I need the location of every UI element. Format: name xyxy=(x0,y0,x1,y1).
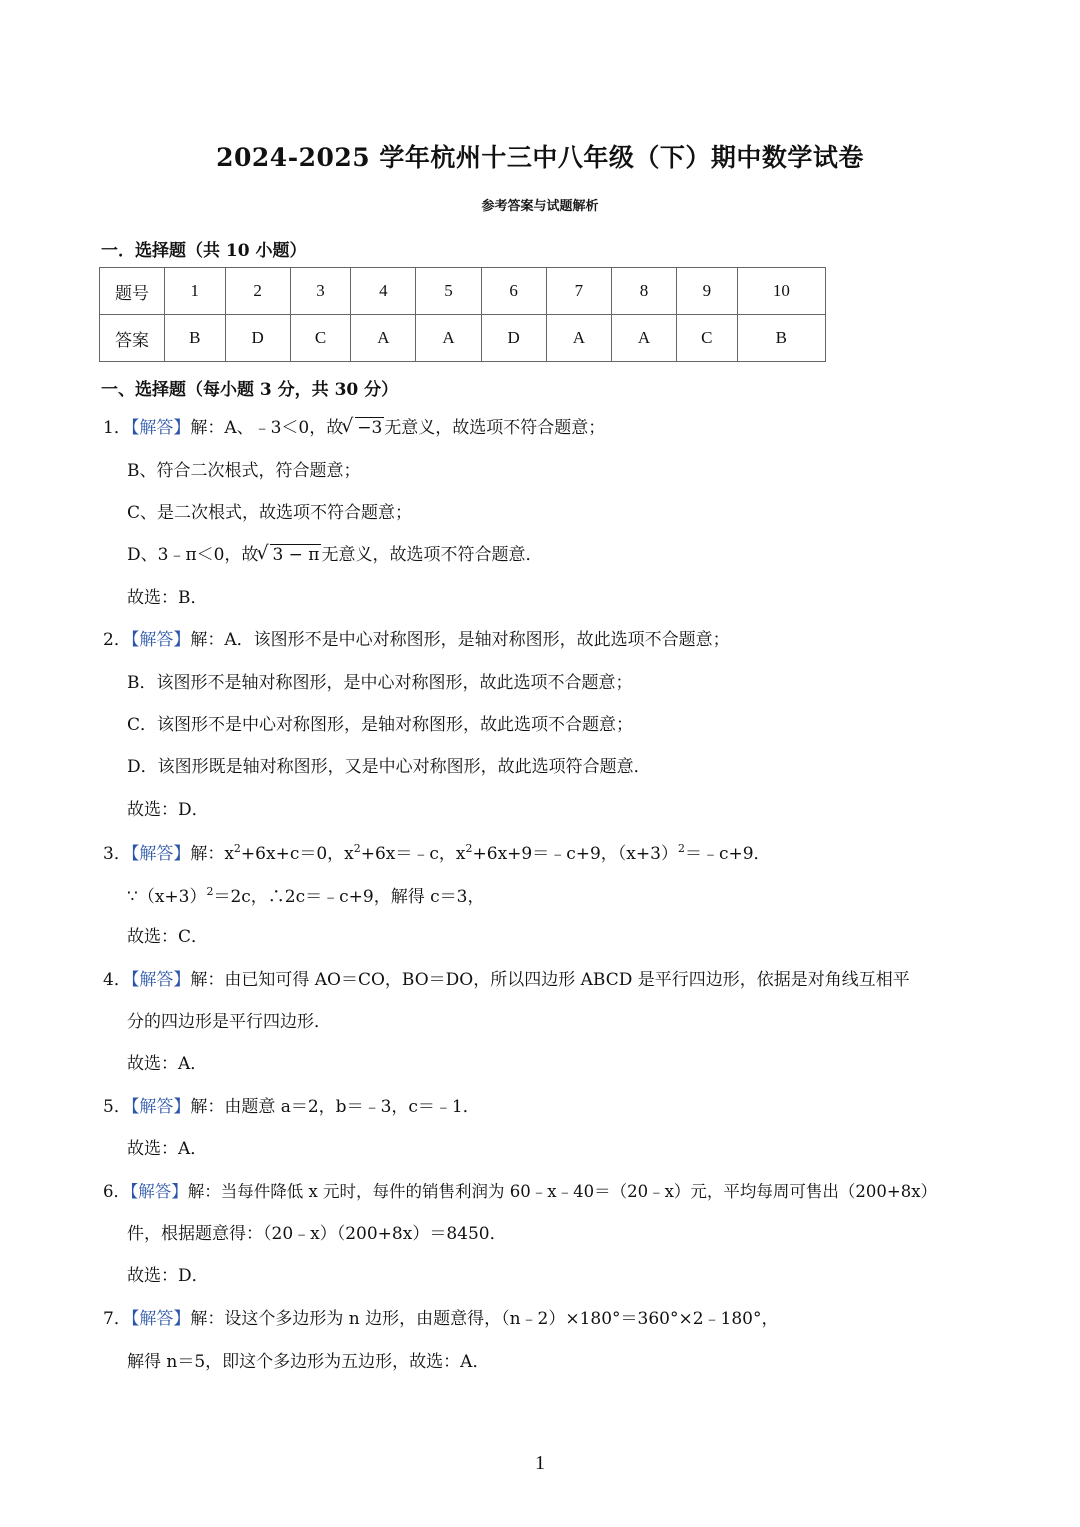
q1-line-c: C、是二次根式，故选项不符合题意； xyxy=(127,503,413,523)
page-number: 1 xyxy=(535,1452,545,1474)
q3-number: 3． xyxy=(103,844,131,864)
q4-line-1: 4．【解答】解：由已知可得 AO＝CO，BO＝DO，所以四边形 ABCD 是平行四边形，依据是对角线互相平 xyxy=(103,970,910,990)
table-cell-number: 4 xyxy=(351,268,416,315)
q2-line-b: B．该图形不是轴对称图形，是中心对称图形，故此选项不合题意； xyxy=(127,673,633,693)
table-cell-number: 3 xyxy=(290,268,351,315)
answer-tag: 【解答】 xyxy=(130,630,191,650)
q6-line-1: 6．【解答】解：当每件降低 x 元时，每件的销售利润为 60﹣x﹣40＝（20﹣x）元，平均每周可售出（200+8x） xyxy=(103,1182,938,1201)
q2-line-a: 2．【解答】解：A．该图形不是中心对称图形，是轴对称图形，故此选项不合题意； xyxy=(103,630,730,650)
answer-tag: 【解答】 xyxy=(130,970,191,990)
table-cell-answer: B xyxy=(165,315,226,362)
sqrt-expression: √ −3 xyxy=(343,418,384,438)
q7-line-2: 解得 n＝5，即这个多边形为五边形，故选：A． xyxy=(127,1352,490,1372)
q2-line-d: D．该图形既是轴对称图形，又是中心对称图形，故此选项符合题意． xyxy=(127,757,651,777)
table-cell-number: 2 xyxy=(225,268,290,315)
table-cell-number: 1 xyxy=(165,268,226,315)
q3-line-1: 3．【解答】解：$x^2+6x+c=0$，$x^2+6x=﹣c$，$x^2+6x+9=﹣c+9$，$(x+3)^2=﹣c+9$． xyxy=(103,842,771,864)
table-cell-answer: A xyxy=(351,315,416,362)
table-row-answers xyxy=(100,315,826,362)
table-cell-number: 7 xyxy=(546,268,611,315)
q1-line-d: D、3﹣π＜0，故√ 3 − π 无意义，故选项不符合题意． xyxy=(127,545,542,565)
q5-number: 5． xyxy=(103,1097,131,1117)
section-heading-answer-table: 一．选择题（共 10 小题） xyxy=(101,241,307,261)
q5-line-1: 5．【解答】解：由题意 a＝2，b＝﹣3，c＝﹣1． xyxy=(103,1097,480,1117)
section-heading-choice: 一、选择题（每小题 3 分，共 30 分） xyxy=(101,380,399,400)
table-cell-number: 6 xyxy=(481,268,546,315)
table-header-answer: 答案 xyxy=(100,315,165,362)
table-cell-number: 5 xyxy=(416,268,481,315)
q2-choice: 故选：D． xyxy=(127,800,209,820)
q4-number: 4． xyxy=(103,970,131,990)
table-cell-number: 9 xyxy=(677,268,738,315)
table-cell-answer: C xyxy=(290,315,351,362)
table-cell-answer: A xyxy=(546,315,611,362)
q2-number: 2． xyxy=(103,630,131,650)
document-title: 2024-2025 学年杭州十三中八年级（下）期中数学试卷 xyxy=(216,143,864,172)
q7-line-1: 7．【解答】解：设这个多边形为 n 边形，由题意得，（n﹣2）×180°＝360°×2﹣180°， xyxy=(103,1309,779,1329)
table-cell-answer: D xyxy=(481,315,546,362)
q6-line-2: 件，根据题意得：（20﹣x）（200+8x）＝8450． xyxy=(127,1224,507,1244)
answer-table xyxy=(99,267,826,362)
answer-tag: 【解答】 xyxy=(130,418,191,438)
table-cell-answer: C xyxy=(677,315,738,362)
q6-choice: 故选：D． xyxy=(127,1266,209,1286)
sqrt-expression: √ 3 − π xyxy=(258,545,321,565)
table-header-question-number: 题号 xyxy=(100,268,165,315)
table-cell-answer: A xyxy=(416,315,481,362)
answer-tag: 【解答】 xyxy=(130,844,191,864)
q1-choice: 故选：B． xyxy=(127,588,208,608)
answer-tag: 【解答】 xyxy=(130,1309,191,1329)
q5-choice: 故选：A． xyxy=(127,1139,208,1159)
answer-tag: 【解答】 xyxy=(130,1097,191,1117)
table-row-question-numbers xyxy=(100,268,826,315)
q1-number: 1． xyxy=(103,418,131,438)
q6-number: 6． xyxy=(103,1182,130,1201)
table-cell-number: 8 xyxy=(611,268,676,315)
q7-number: 7． xyxy=(103,1309,131,1329)
table-cell-number: 10 xyxy=(737,268,825,315)
document-subtitle: 参考答案与试题解析 xyxy=(481,199,599,214)
q4-choice: 故选：A． xyxy=(127,1054,208,1074)
q3-line-2: $\because(x+3)^2=2c$，∴2c＝﹣c+9，解得 c＝3， xyxy=(127,885,485,907)
q1-line-a: 1．【解答】解：A、﹣3＜0，故√ −3 无意义，故选项不符合题意； xyxy=(103,418,605,438)
table-cell-answer: B xyxy=(737,315,825,362)
table-cell-answer: D xyxy=(225,315,290,362)
table-cell-answer: A xyxy=(611,315,676,362)
q2-line-c: C．该图形不是中心对称图形，是轴对称图形，故此选项不合题意； xyxy=(127,715,634,735)
q4-line-2: 分的四边形是平行四边形． xyxy=(127,1012,331,1032)
q1-line-b: B、符合二次根式，符合题意； xyxy=(127,461,361,481)
q3-choice: 故选：C． xyxy=(127,927,209,947)
answer-tag: 【解答】 xyxy=(130,1182,188,1201)
